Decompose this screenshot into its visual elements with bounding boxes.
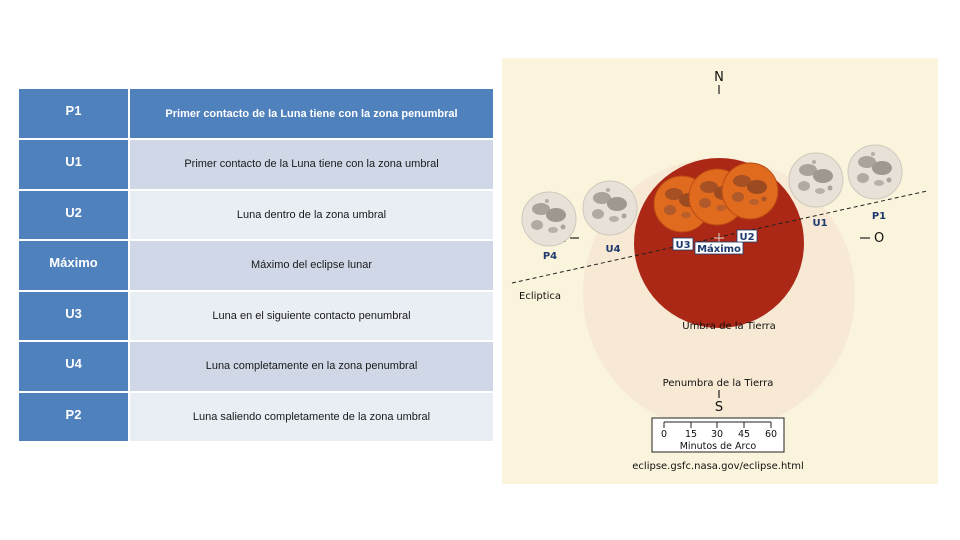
phase-description-cell: Luna completamente en la zona penumbral — [130, 342, 493, 393]
phase-label-u1: U1 — [812, 218, 828, 229]
table-row — [19, 292, 493, 343]
moon-p1-icon — [848, 145, 902, 199]
phase-description-cell: Primer contacto de la Luna tiene con la zona penumbral — [130, 89, 493, 140]
umbra-label: Umbra de la Tierra — [682, 321, 776, 332]
phase-label-u3: U3 — [675, 240, 691, 251]
scale-tick-label: 60 — [764, 429, 778, 440]
phase-description-cell: Primer contacto de la Luna tiene con la zona umbral — [130, 140, 493, 191]
phase-label-u2: U2 — [739, 232, 755, 243]
table-row — [19, 393, 493, 444]
lunar-eclipse-diagram — [502, 58, 938, 484]
phase-label-u4: U4 — [605, 244, 621, 255]
phase-description-cell: Luna en el siguiente contacto penumbral — [130, 292, 493, 343]
west-label: O — [874, 231, 885, 246]
moon-p4-icon — [522, 192, 576, 246]
phase-code-cell: U4 — [19, 342, 130, 393]
phase-label-maximo: Máximo — [697, 244, 741, 255]
ecliptic-label: Ecliptica — [519, 291, 562, 302]
phase-label-p4: P4 — [542, 251, 558, 262]
table-row — [19, 89, 493, 140]
phase-code-cell: Máximo — [19, 241, 130, 292]
scale-caption: Minutos de Arco — [679, 441, 757, 452]
arc-minutes-scale — [652, 418, 784, 452]
phase-description-cell: Luna saliendo completamente de la zona umbral — [130, 393, 493, 444]
table-row — [19, 342, 493, 393]
phase-code-cell: U1 — [19, 140, 130, 191]
phase-code-cell: U3 — [19, 292, 130, 343]
scale-tick-label: 30 — [710, 429, 724, 440]
scale-tick-label: 15 — [684, 429, 698, 440]
phase-label-p1: P1 — [871, 211, 887, 222]
moon-u4-icon — [583, 181, 637, 235]
penumbra-label: Penumbra de la Tierra — [662, 378, 774, 389]
south-label: S — [714, 400, 724, 415]
phase-code-cell: U2 — [19, 191, 130, 242]
moon-u1-icon — [789, 153, 843, 207]
scale-tick-label: 45 — [737, 429, 751, 440]
phase-code-cell: P2 — [19, 393, 130, 444]
scale-tick-label: 0 — [660, 429, 668, 440]
table-row — [19, 241, 493, 292]
eclipse-phases-table — [19, 89, 493, 443]
north-label: N — [714, 70, 724, 85]
table-row — [19, 140, 493, 191]
phase-code-cell: P1 — [19, 89, 130, 140]
table-row — [19, 191, 493, 242]
source-credit: eclipse.gsfc.nasa.gov/eclipse.html — [632, 461, 804, 472]
phase-description-cell: Luna dentro de la zona umbral — [130, 191, 493, 242]
phase-description-cell: Máximo del eclipse lunar — [130, 241, 493, 292]
moon-u2-icon — [722, 163, 778, 219]
